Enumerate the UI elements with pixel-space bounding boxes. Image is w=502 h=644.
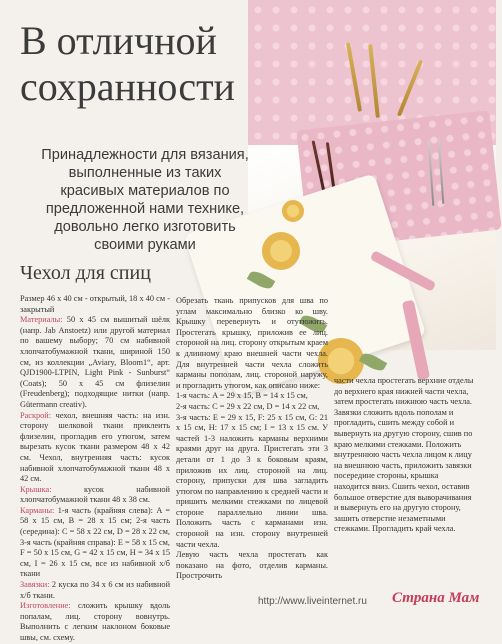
text-column-3 [334, 376, 474, 535]
rose-print [262, 232, 300, 270]
lead-paragraph: Принадлежности для вязания, выполненные из таких красивых материалов по предложенной нами технике, довольно легко изготовить своими руками [41, 147, 249, 253]
making-label: Изготовление: [20, 601, 71, 611]
cover-text: кусок набивной хлопчатобумажной ткани 48 x 38 см. [20, 484, 171, 505]
pockets-text: 1-я часть (крайняя слева): A = 58 x 15 см, B = 28 x 15 см; 2-я часть (середина): C = 58 x 22 см, D = 28 x 22 см, 3-я часть (крайняя справа): E = 58 x 15 см, F = 50 x 15 см, G = 42 x 15 см, H = 34 x 15 см, I = 26 x 15 см, все из набивной х/б ткани [20, 505, 170, 579]
column-3-paragraph: части чехла простегать верхние отделы до верхнего края нижней части чехла, затем простегать нижнюю часть чехла. Завязки сложить вдоль пополам и прогладить, сшить между собой и вывернуть на другую сторону, сшив по краю мелкими стежками. Положить внутреннюю часть чехла лицом к лицу на внешнюю часть, приложить завязки посередине стороны, крышка находится вниз. Сшить чехол, оставив большое отверстие для выворачивания и вывернуть его на другую сторону, зашить отверстие незаметными стежками. Прогладить край чехла. [334, 376, 474, 534]
cutting-text: чехол, внешняя часть: на изн. сторону шелковой ткани приклеить флизелин, прогладив его утюгом, затем вырезать кусок ткани размером 48 x 42 см. Чехол, внутренняя часть: кусок набивной хлопчатобумажной ткани 48 x 42 см. [20, 410, 170, 484]
column-2-paragraph: 3-я часть: E = 29 x 15, F: 25 x 15 см, G: 21 x 15 см, H: 17 x 15 см; I = 13 x 15 см. У частей 1-3 наложить карманы верхними краями друг на друга. Пристегать эти 3 детали от 1 до 3 к боковым краям, приложив их лиц. стороной на лиц. сторону, припуски для шва загладить утюгом по направлению к средней части и пришить мелкими стежками по лицевой стороне параллельно линии шва. Положить часть с карманами изн. стороной на изн. сторону внутренней части чехла. [176, 412, 328, 549]
column-2-paragraph: Обрезать ткань припусков для шва по углам максимально близко ко шву. Крышку перевернуть и отутюжить. Простегать крышку, приложив ее лиц. стороной на лиц. сторону открытым краем к длинному краю внешней части чехла. Для внутренней части чехла сложить карманы пополам, лиц. стороной наружу, и прогладить утюгом, как описано ниже: [176, 296, 328, 390]
cutting-label: Раскрой: [20, 410, 52, 420]
rose-print [282, 200, 304, 222]
watermark-url: http://www.liveinternet.ru [258, 596, 367, 607]
pockets-label: Карманы: [20, 505, 55, 515]
cover-label: Крышка: [20, 484, 52, 494]
materials-text: 50 x 45 см вышитый шёлк (напр. Jab Anstoetz) или другой материал по вашему выбору; 70 см набивной хлопчатобумажной ткани, шириной 150 см, из коллекции „Aviary, Bloom1“, арт. QJD1900-LTPIN, Light Pink - Sunburst“ (Coats); 50 x 45 см флизелин (Freudenberg); подходящие нитки (напр. Gütermann creativ). [20, 315, 170, 409]
title-line-1: В отличной [20, 18, 217, 63]
title-line-2: сохранности [20, 64, 235, 109]
leaf-print [359, 350, 388, 373]
page-title [20, 18, 260, 110]
ties-label: Завязки: [20, 580, 50, 590]
size-text: Размер 46 x 40 см - открытый, 18 x 40 см - закрытый [20, 294, 170, 314]
text-column-1 [20, 294, 170, 644]
materials-label: Материалы: [20, 315, 63, 325]
text-column-2 [176, 296, 328, 582]
column-2-paragraph: Левую часть чехла простегать как показано на фото, отделив карманы. Прострочить [176, 550, 328, 581]
column-2-paragraph: 1-я часть: A = 29 x 15, B = 14 x 15 см, [176, 391, 308, 401]
column-2-paragraph: 2-я часть: C = 29 x 22 см, D = 14 x 22 см, [176, 401, 320, 411]
section-title: Чехол для спиц [20, 262, 151, 284]
watermark-logo: Страна Мам [392, 590, 480, 606]
making-text: сложить крышку вдоль попалам, лиц. сторону вовнутрь. Выполнить с легким наклоном боковые швы, см. схему. [20, 601, 170, 642]
ties-text: 2 куска по 34 x 6 см из набивной х/б ткани. [20, 580, 171, 600]
